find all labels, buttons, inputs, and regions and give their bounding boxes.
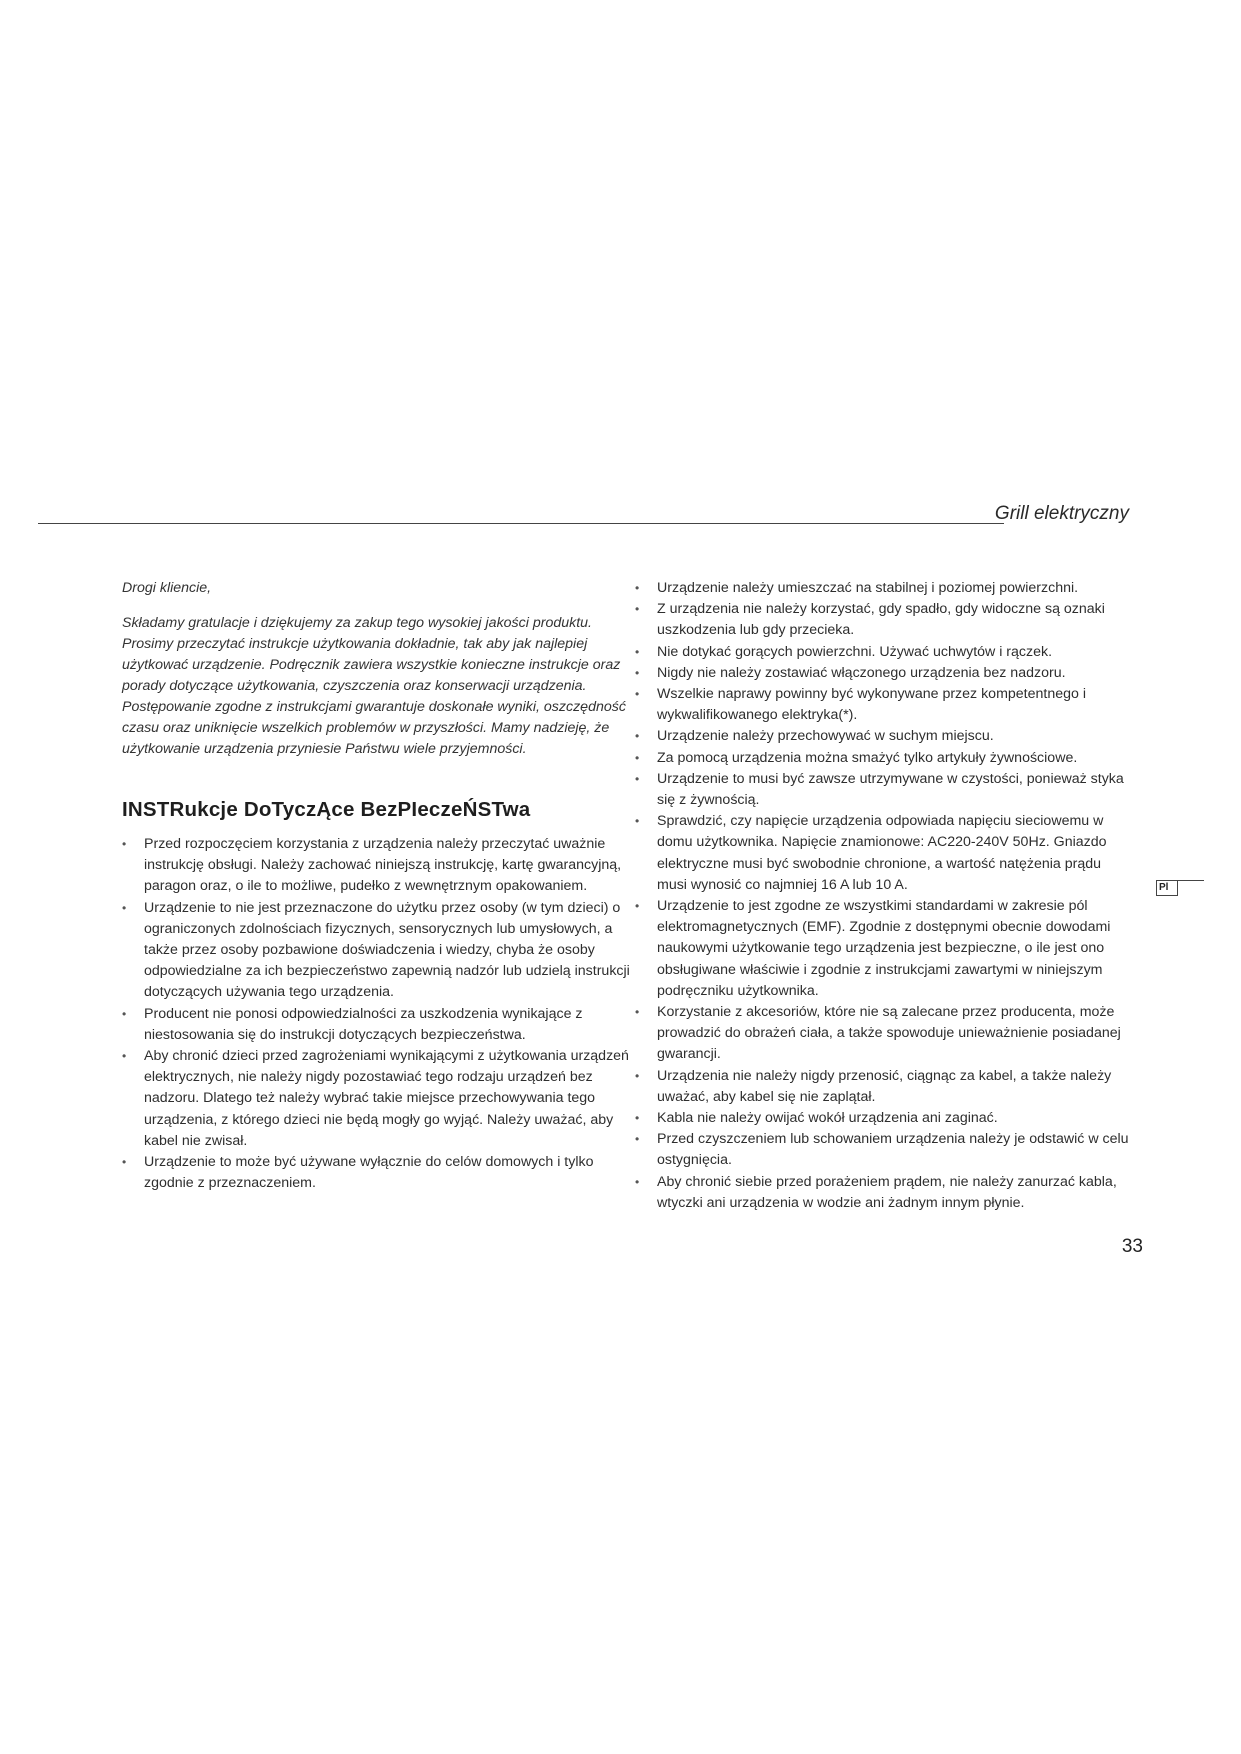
- right-column: [635, 578, 1130, 1214]
- list-item: • Nie dotykać gorących powierzchni. Używać uchwytów i rączek.: [635, 642, 1130, 663]
- list-item: • Urządzenie to może być używane wyłącznie do celów domowych i tylko zgodnie z przeznaczeniem.: [122, 1152, 632, 1194]
- language-tab: Pl: [1156, 880, 1178, 896]
- safety-list-left: [122, 834, 632, 1194]
- list-item: • Wszelkie naprawy powinny być wykonywane przez kompetentnego i wykwalifikowanego elektryka(*).: [635, 684, 1130, 726]
- list-item: • Sprawdzić, czy napięcie urządzenia odpowiada napięciu sieciowemu w domu użytkownika. Napięcie znamionowe: AC220-240V 50Hz. Gniazdo elektryczne musi być swobodnie chronione, a wartość natężenia prądu musi wynosić co najmniej 16 A lub 10 A.: [635, 811, 1130, 896]
- list-item: • Korzystanie z akcesoriów, które nie są zalecane przez producenta, może prowadzić do obrażeń ciała, a także spowoduje unieważnienie posiadanej gwarancji.: [635, 1002, 1130, 1066]
- header-rule: [38, 523, 1004, 524]
- document-title: Grill elektryczny: [994, 503, 1129, 524]
- intro-paragraph: Składamy gratulacje i dziękujemy za zakup tego wysokiej jakości produktu. Prosimy przeczytać instrukcje użytkowania dokładnie, tak aby jak najlepiej użytkować urządzenie. Podręcznik zawiera wszystkie konieczne instrukcje oraz porady dotyczące użytkowania, czyszczenia oraz konserwacji urządzenia. Postępowanie zgodne z instrukcjami gwarantuje doskonałe wyniki, oszczędność czasu oraz uniknięcie wszelkich problemów w przyszłości. Mamy nadzieję, że użytkowanie urządzenia przyniesie Państwu wiele przyjemności.: [122, 615, 626, 757]
- list-item: • Producent nie ponosi odpowiedzialności za uszkodzenia wynikające z niestosowania się do instrukcji dotyczących bezpieczeństwa.: [122, 1004, 632, 1046]
- left-column: [122, 578, 632, 1194]
- list-item: • Urządzenie należy przechowywać w suchym miejscu.: [635, 726, 1130, 747]
- language-tab-rule: [1178, 880, 1204, 881]
- list-item: • Urządzenie to musi być zawsze utrzymywane w czystości, ponieważ styka się z żywnością.: [635, 769, 1130, 811]
- list-item: • Nigdy nie należy zostawiać włączonego urządzenia bez nadzoru.: [635, 663, 1130, 684]
- list-item: • Przed rozpoczęciem korzystania z urządzenia należy przeczytać uważnie instrukcję obsługi. Należy zachować niniejszą instrukcję, kartę gwarancyjną, paragon oraz, o ile to możliwe, pudełko z wewnętrznym opakowaniem.: [122, 834, 632, 898]
- list-item: • Urządzenie to jest zgodne ze wszystkimi standardami w zakresie pól elektromagnetycznych (EMF). Zgodnie z dostępnymi obecnie dowodami naukowymi użytkowanie tego urządzenia jest bezpieczne, o ile jest ono obsługiwane właściwie i zgodnie z instrukcjami zawartymi w niniejszym podręczniku użytkownika.: [635, 896, 1130, 1002]
- intro-block: [122, 578, 632, 760]
- list-item: • Przed czyszczeniem lub schowaniem urządzenia należy je odstawić w celu ostygnięcia.: [635, 1129, 1130, 1171]
- list-item: • Urządzenia nie należy nigdy przenosić, ciągnąc za kabel, a także należy uważać, aby kabel się nie zaplątał.: [635, 1066, 1130, 1108]
- list-item: • Aby chronić dzieci przed zagrożeniami wynikającymi z użytkowania urządzeń elektrycznych, nie należy nigdy pozostawiać tego rodzaju urządzeń bez nadzoru. Dlatego też należy wybrać takie miejsce przechowywania tego urządzenia, z którego dzieci nie będą mogły go wyjąć. Należy uważać, aby kabel nie zwisał.: [122, 1046, 632, 1152]
- list-item: • Urządzenie to nie jest przeznaczone do użytku przez osoby (w tym dzieci) o ograniczonych zdolnościach fizycznych, sensorycznych lub umysłowych, a także przez osoby pozbawione doświadczenia i wiedzy, chyba że osoby odpowiedzialne za ich bezpieczeństwo zapewnią nadzór lub udzielą instrukcji dotyczących używania tego urządzenia.: [122, 898, 632, 1004]
- list-item: • Aby chronić siebie przed porażeniem prądem, nie należy zanurzać kabla, wtyczki ani urządzenia w wodzie ani żadnym innym płynie.: [635, 1172, 1130, 1214]
- greeting: Drogi kliencie,: [122, 580, 212, 596]
- list-item: • Z urządzenia nie należy korzystać, gdy spadło, gdy widoczne są oznaki uszkodzenia lub gdy przecieka.: [635, 599, 1130, 641]
- page-number: 33: [1121, 1236, 1143, 1257]
- safety-list-right: [635, 578, 1130, 1214]
- list-item: • Za pomocą urządzenia można smażyć tylko artykuły żywnościowe.: [635, 748, 1130, 769]
- list-item: • Urządzenie należy umieszczać na stabilnej i poziomej powierzchni.: [635, 578, 1130, 599]
- list-item: • Kabla nie należy owijać wokół urządzenia ani zaginać.: [635, 1108, 1130, 1129]
- safety-section-title: INSTRukcje DoTyczĄce BezPIeczeŃSTwa: [122, 798, 531, 821]
